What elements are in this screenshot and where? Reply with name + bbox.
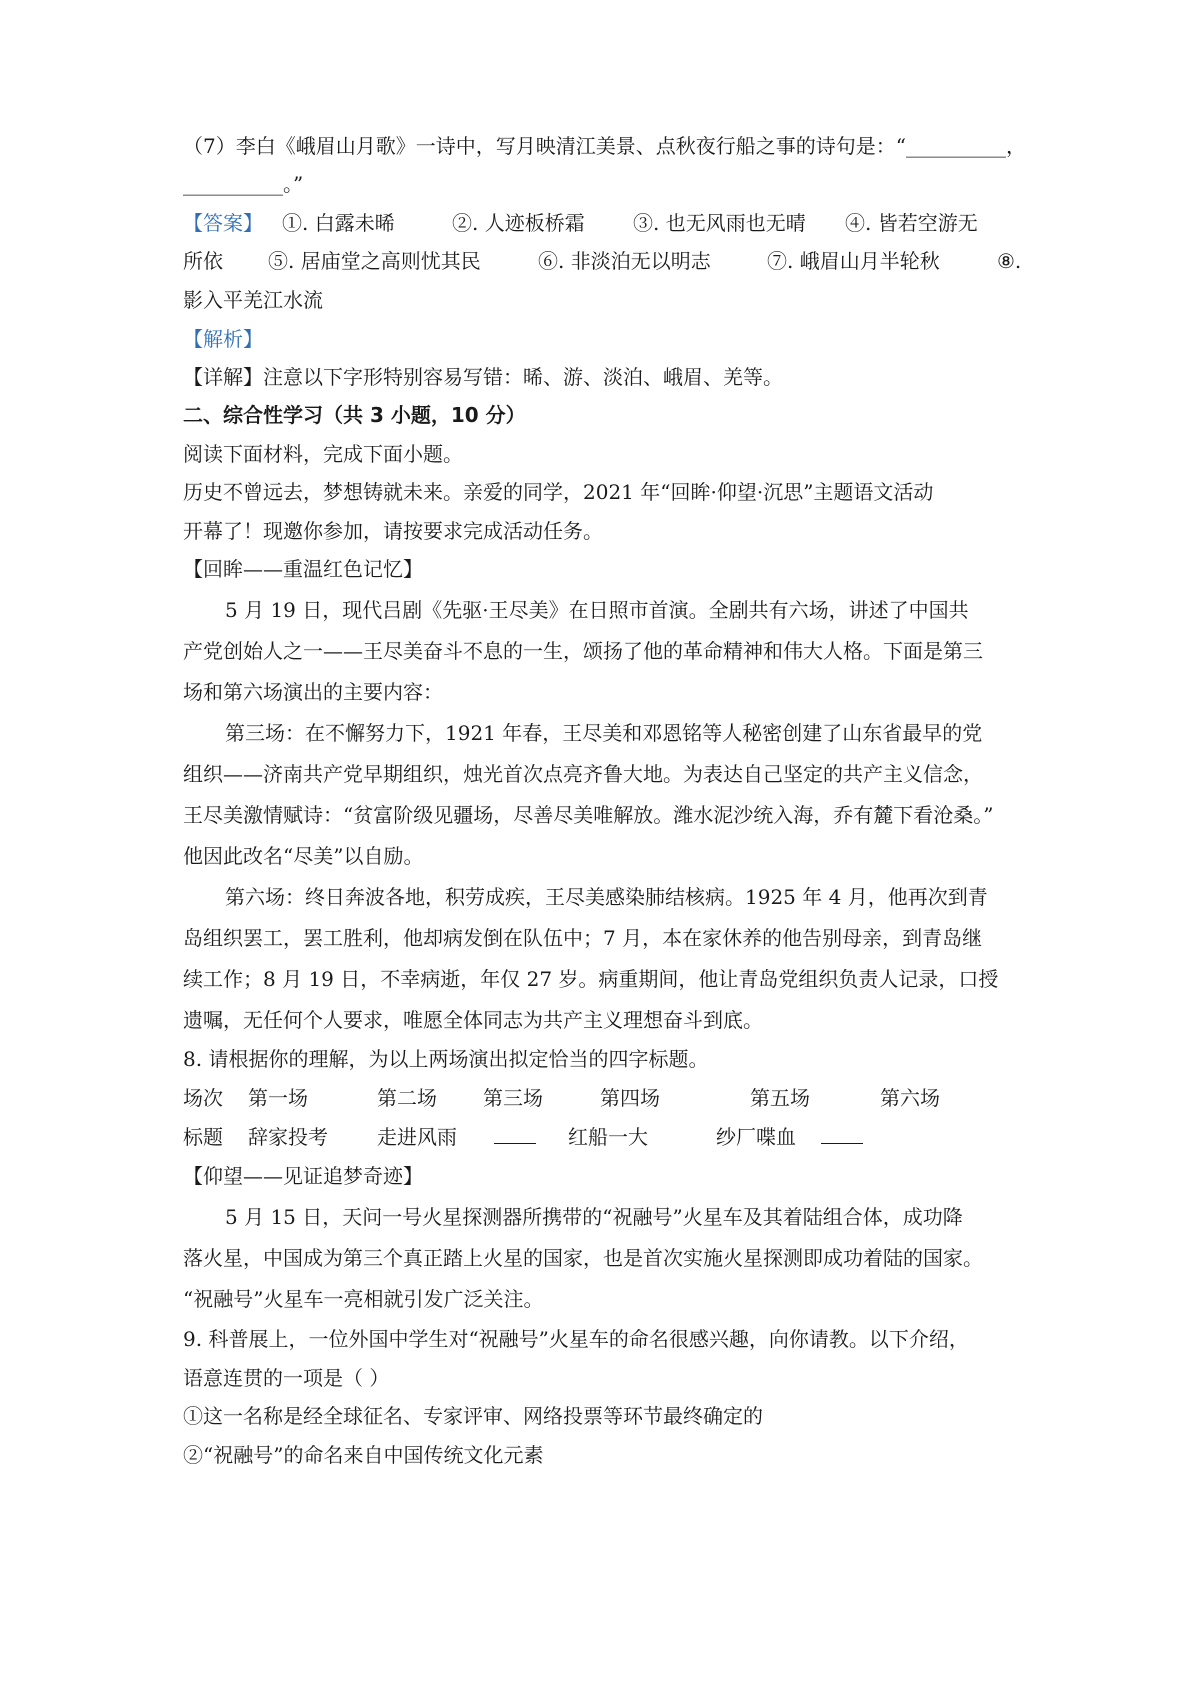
q9-option-2: ②“祝融号”的命名来自中国传统文化元素 — [183, 1443, 544, 1467]
table-cell-title: 辞家投考 — [248, 1125, 328, 1149]
q8-prompt: 8. 请根据你的理解，为以上两场演出拟定恰当的四字标题。 — [183, 1047, 709, 1071]
scene6-line: 第六场：终日奔波各地，积劳成疾，王尽美感染肺结核病。1925 年 4 月，他再次到青 — [225, 885, 988, 909]
scene3-line: 王尽美激情赋诗：“贫富阶级见疆场，尽善尽美唯解放。潍水泥沙统入海，乔有麓下看沧桑。” — [183, 803, 994, 827]
section-para-line: 历史不曾远去，梦想铸就未来。亲爱的同学，2021 年“回眸·仰望·沉思”主题语文活动 — [183, 480, 934, 504]
q7-prompt: （7）李白《峨眉山月歌》一诗中，写月映清江美景、点秋夜行船之事的诗句是：“__________， — [183, 134, 1026, 158]
section-heading: 二、综合性学习（共 3 小题，10 分） — [183, 403, 526, 427]
answer-item-6: ⑥. 非淡泊无以明志 — [538, 249, 711, 273]
answer-item-8: ⑧. — [997, 249, 1022, 273]
scene3-line: 组织——济南共产党早期组织，烛光首次点亮齐鲁大地。为表达自己坚定的共产主义信念， — [183, 762, 983, 786]
answer-item-3: ③. 也无风雨也无晴 — [633, 211, 806, 235]
table-cell-title: 红船一大 — [568, 1125, 648, 1149]
answer-item-8-cont: 影入平羌江水流 — [183, 288, 323, 312]
q9-option-1: ①这一名称是经全球征名、专家评审、网络投票等环节最终确定的 — [183, 1404, 763, 1428]
yangwang-para-line: “祝融号”火星车一亮相就引发广泛关注。 — [183, 1287, 544, 1311]
huimou-para-line: 5 月 19 日，现代吕剧《先驱·王尽美》在日照市首演。全剧共有六场，讲述了中国共 — [225, 598, 969, 622]
answer-item-5: ⑤. 居庙堂之高则忧其民 — [268, 249, 481, 273]
table-row-header: 场次 — [183, 1086, 223, 1110]
huimou-para-line: 场和第六场演出的主要内容： — [183, 680, 443, 704]
answer-item-4: ④. 皆若空游无 — [845, 211, 978, 235]
table-cell-title: 走进风雨 — [377, 1125, 457, 1149]
yangwang-para-line: 落火星，中国成为第三个真正踏上火星的国家，也是首次实施火星探测即成功着陆的国家。 — [183, 1246, 983, 1270]
scene6-line: 续工作；8 月 19 日，不幸病逝，年仅 27 岁。病重期间，他让青岛党组织负责人记录，口授 — [183, 967, 999, 991]
table-cell-scene: 第三场 — [483, 1086, 543, 1110]
answer-item-7: ⑦. 峨眉山月半轮秋 — [767, 249, 940, 273]
scene6-line: 遗嘱，无任何个人要求，唯愿全体同志为共产主义理想奋斗到底。 — [183, 1008, 763, 1032]
q7-prompt-cont: __________。” — [183, 172, 304, 196]
huimou-para-line: 产党创始人之一——王尽美奋斗不息的一生，颂扬了他的革命精神和伟大人格。下面是第三 — [183, 639, 983, 663]
table-cell-scene: 第一场 — [248, 1086, 308, 1110]
q9-prompt: 9. 科普展上，一位外国中学生对“祝融号”火星车的命名很感兴趣，向你请教。以下介绍， — [183, 1327, 969, 1351]
scene6-line: 岛组织罢工，罢工胜利，他却病发倒在队伍中；7 月，本在家休养的他告别母亲，到青岛继 — [183, 926, 983, 950]
analysis-detail: 【详解】注意以下字形特别容易写错：晞、游、淡泊、峨眉、羌等。 — [183, 365, 783, 389]
scene3-line: 第三场：在不懈努力下，1921 年春，王尽美和邓恩铭等人秘密创建了山东省最早的党 — [225, 721, 983, 745]
huimou-heading: 【回眸——重温红色记忆】 — [183, 557, 423, 581]
answer-blank-scene3[interactable] — [494, 1124, 536, 1150]
q9-prompt-cont: 语意连贯的一项是（ ） — [183, 1366, 390, 1390]
section-intro: 阅读下面材料，完成下面小题。 — [183, 442, 463, 466]
table-cell-scene: 第四场 — [600, 1086, 660, 1110]
scene3-line: 他因此改名“尽美”以自励。 — [183, 844, 424, 868]
table-cell-scene: 第六场 — [880, 1086, 940, 1110]
answer-item-1: ①. 白露未晞 — [282, 211, 395, 235]
table-cell-scene: 第五场 — [750, 1086, 810, 1110]
yangwang-heading: 【仰望——见证追梦奇迹】 — [183, 1164, 423, 1188]
table-cell-scene: 第二场 — [377, 1086, 437, 1110]
answer-item-2: ②. 人迹板桥霜 — [452, 211, 585, 235]
answer-item-4-cont: 所依 — [183, 249, 223, 273]
section-para-line: 开幕了！现邀你参加，请按要求完成活动任务。 — [183, 519, 603, 543]
table-row-header: 标题 — [183, 1125, 223, 1149]
answer-label: 【答案】 — [183, 211, 263, 235]
yangwang-para-line: 5 月 15 日，天问一号火星探测器所携带的“祝融号”火星车及其着陆组合体，成功降 — [225, 1205, 963, 1229]
analysis-label: 【解析】 — [183, 327, 263, 351]
answer-blank-scene6[interactable] — [821, 1124, 863, 1150]
table-cell-title: 纱厂喋血 — [716, 1125, 796, 1149]
